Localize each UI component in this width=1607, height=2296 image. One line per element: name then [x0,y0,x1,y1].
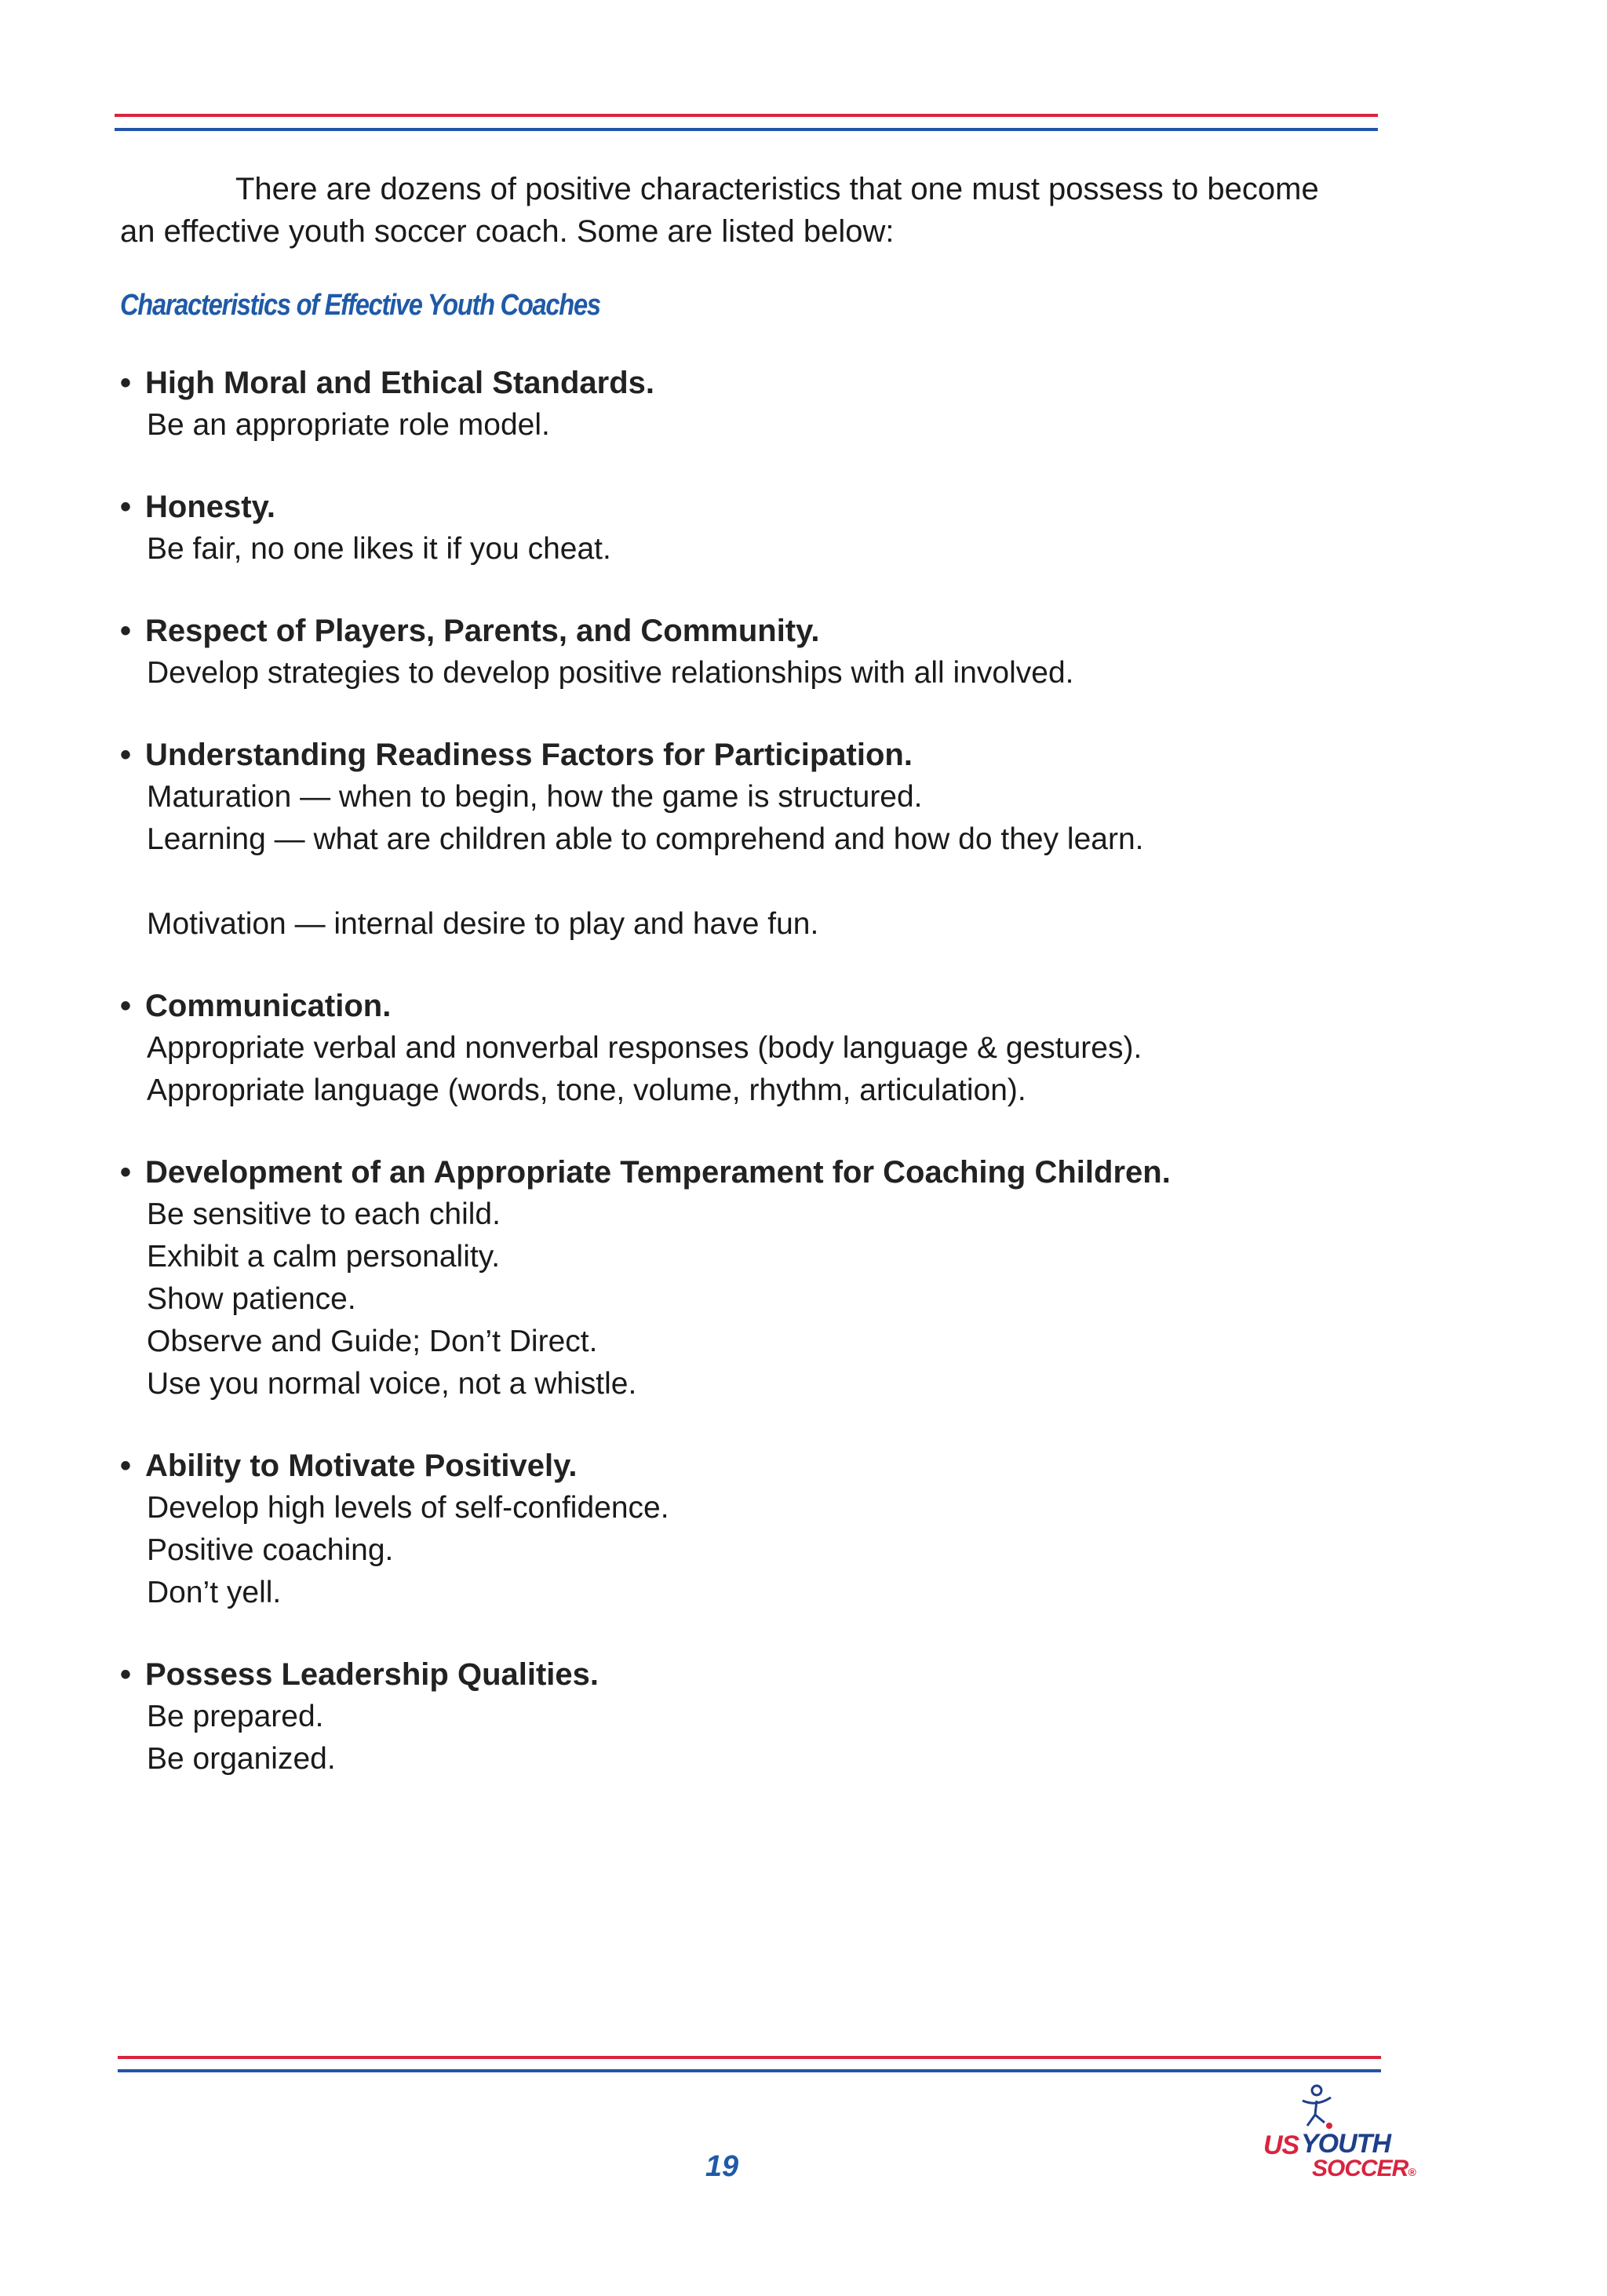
characteristic-detail: Be sensitive to each child. [147,1197,501,1231]
logo-soccer-text: SOCCER® [1312,2156,1416,2181]
characteristic-title: • Development of an Appropriate Temperament for Coaching Children. [120,1151,1344,1194]
characteristic-detail: Be organized. [147,1742,336,1776]
characteristic-detail: Develop strategies to develop positive relationships with all involved. [147,656,1074,690]
characteristic-title: • Respect of Players, Parents, and Community. [120,610,1344,652]
characteristic-title: • Possess Leadership Qualities. [120,1653,1344,1696]
us-youth-soccer-logo [1263,2083,1416,2201]
logo-us-text: US [1263,2130,1299,2160]
characteristic-detail: Motivation — internal desire to play and have fun. [147,907,819,941]
page-number: 19 [705,2150,739,2183]
characteristic-detail: Observe and Guide; Don’t Direct. [147,1325,598,1358]
characteristic-item [120,610,1344,694]
bottom-rule-blue [118,2069,1381,2072]
characteristic-title: • Ability to Motivate Positively. [120,1445,1344,1487]
bullet-icon: • [120,989,132,1023]
logo-youth-text: YOUTH [1301,2129,1390,2159]
top-rule-red [115,114,1378,117]
spacer [120,861,1344,903]
section-heading: Characteristics of Effective Youth Coaches [120,289,600,322]
characteristic-title: • Communication. [120,985,1344,1027]
characteristic-detail: Learning — what are children able to comprehend and how do they learn. [147,822,1144,856]
characteristic-item [120,1653,1344,1780]
characteristic-detail: Exhibit a calm personality. [147,1240,501,1274]
intro-paragraph: There are dozens of positive characteristics that one must possess to become an effective youth soccer coach. Some are listed below: [120,172,1319,249]
bullet-icon: • [120,1155,132,1190]
characteristic-title: • High Moral and Ethical Standards. [120,362,1344,404]
characteristic-item [120,1445,1344,1614]
bullet-icon: • [120,1657,132,1692]
characteristic-detail: Develop high levels of self-confidence. [147,1491,669,1525]
player-figure-icon [1292,2083,1339,2130]
characteristic-detail: Be an appropriate role model. [147,408,550,442]
characteristic-detail: Be prepared. [147,1700,324,1733]
characteristic-detail: Be fair, no one likes it if you cheat. [147,532,611,566]
bullet-icon: • [120,614,132,648]
characteristic-detail: Maturation — when to begin, how the game is structured. [147,780,923,814]
characteristic-title: • Honesty. [120,486,1344,528]
bullet-icon: • [120,738,132,772]
characteristic-item [120,362,1344,446]
characteristic-title: • Understanding Readiness Factors for Participation. [120,734,1344,776]
bullet-icon: • [120,366,132,400]
characteristic-item [120,486,1344,570]
characteristic-detail: Use you normal voice, not a whistle. [147,1367,637,1401]
characteristic-detail: Appropriate verbal and nonverbal responses (body language & gestures). [147,1031,1142,1065]
bottom-rule-red [118,2056,1381,2059]
characteristic-detail: Show patience. [147,1282,356,1316]
characteristic-item [120,985,1344,1112]
characteristic-detail: Positive coaching. [147,1533,394,1567]
characteristic-detail: Don’t yell. [147,1576,282,1609]
characteristic-item [120,1151,1344,1405]
page-content [120,168,1344,1780]
characteristic-item [120,734,1344,946]
top-rule-blue [115,128,1378,131]
bullet-icon: • [120,1449,132,1483]
bullet-icon: • [120,490,132,524]
characteristic-detail: Appropriate language (words, tone, volume, rhythm, articulation). [147,1073,1026,1107]
